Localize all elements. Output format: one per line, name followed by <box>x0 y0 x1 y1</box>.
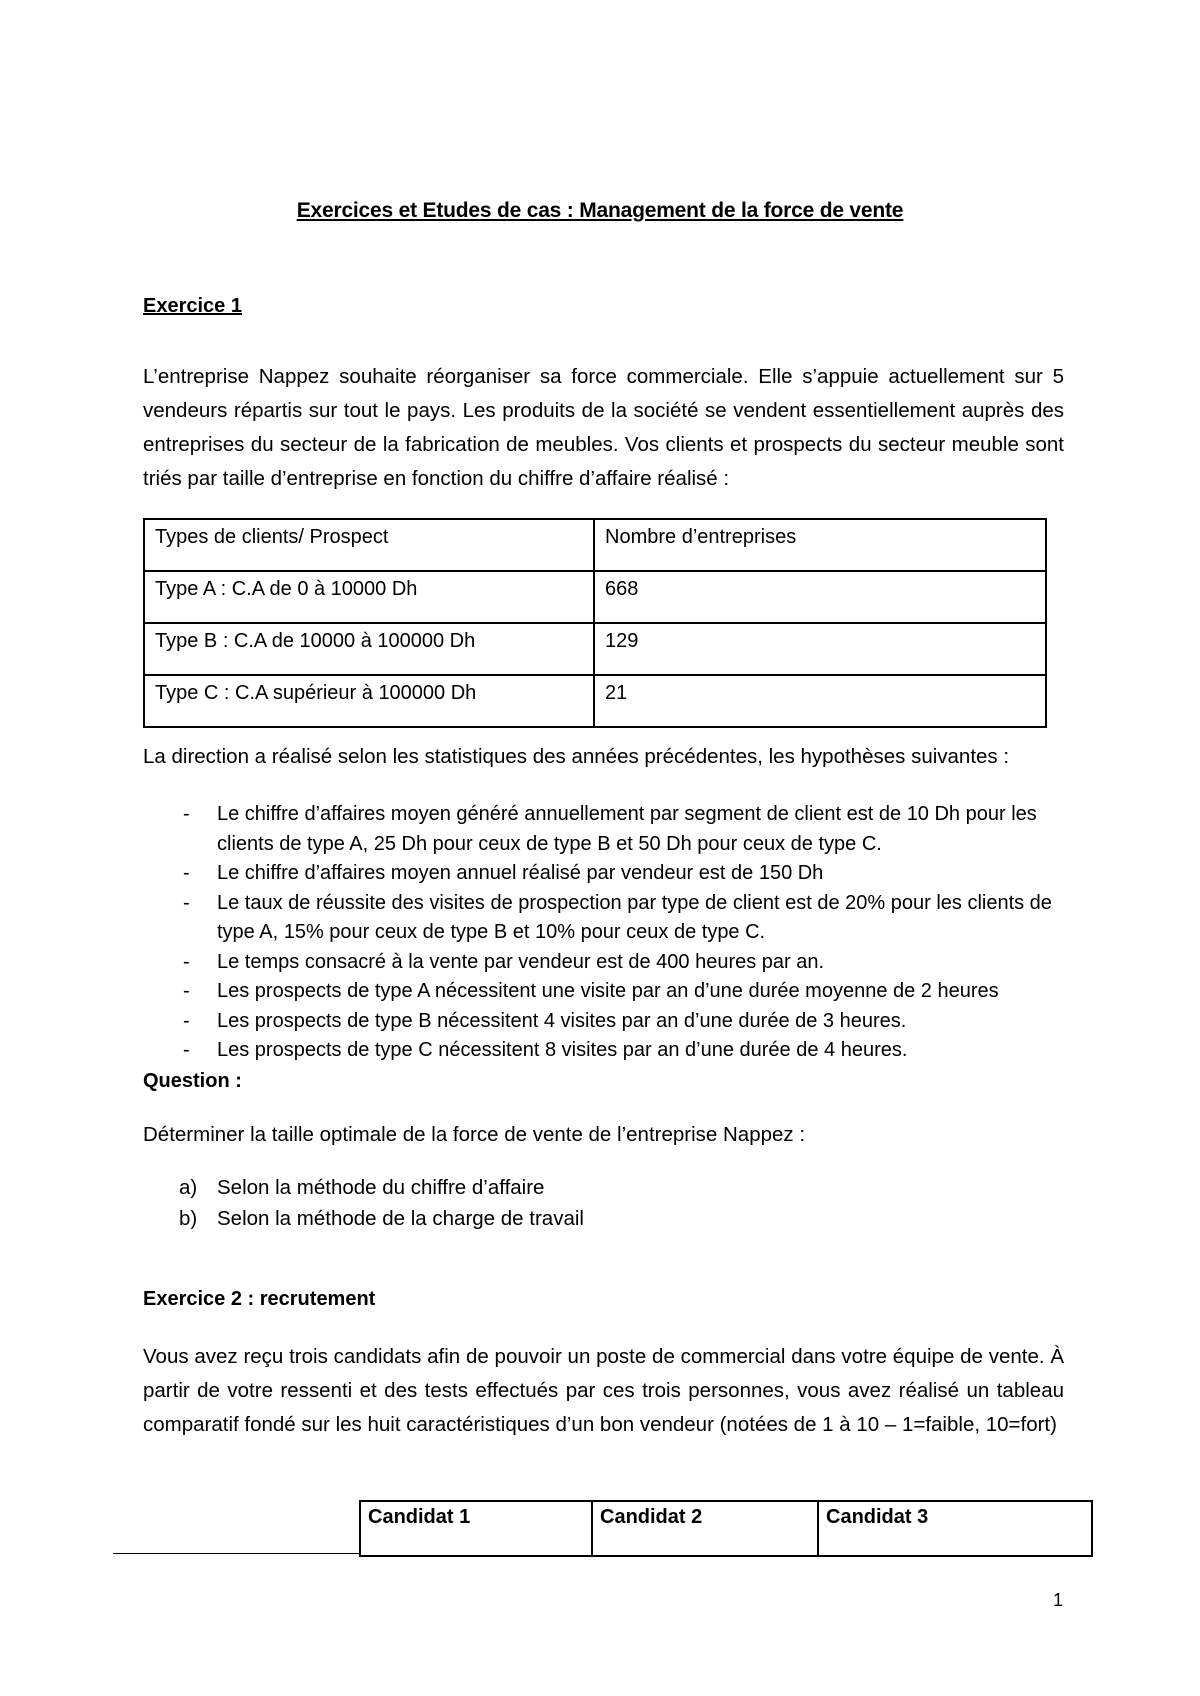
exercise-1-intro: L’entreprise Nappez souhaite réorganiser sa force commerciale. Elle s’appuie actuellement sur 5 vendeurs répartis sur tout le pays. Les produits de la société se vendent essentiellement auprès des entreprises du secteur de la fabrication de meubles. Vos clients et prospects du secteur meuble sont triés par taille d’entreprise en fonction du chiffre d’affaire réalisé : <box>143 365 1064 490</box>
table-row <box>144 623 1046 675</box>
bullet-dash: - <box>183 980 190 1002</box>
bullet-dash: - <box>183 862 190 884</box>
table-header-row <box>144 519 1046 571</box>
table-header-cell: Nombre d’entreprises <box>594 519 1046 571</box>
list-item-text: Le taux de réussite des visites de prospection par type de client est de 20% pour les clients de type A, 15% pour ceux de type B et 10% pour ceux de type C. <box>217 891 1052 943</box>
list-item <box>143 1203 584 1234</box>
list-item <box>143 1036 1068 1066</box>
table-row <box>144 571 1046 623</box>
table-cell: Type B : C.A de 10000 à 100000 Dh <box>144 623 594 675</box>
list-item <box>143 1172 584 1203</box>
list-item <box>143 977 1068 1007</box>
table-left-rule <box>113 1553 360 1554</box>
bullet-dash: - <box>183 1009 190 1032</box>
list-item-text: Le chiffre d’affaires moyen annuel réalisé par vendeur est de 150 Dh <box>217 862 824 884</box>
list-item <box>143 948 1068 978</box>
bullet-dash: - <box>183 891 190 914</box>
table-header-cell: Types de clients/ Prospect <box>144 519 594 571</box>
document-title: Exercices et Etudes de cas : Management de la force de vente <box>296 199 904 222</box>
table-header-cell: Candidat 2 <box>592 1501 818 1556</box>
table-cell: 668 <box>594 571 1046 623</box>
option-mark: b) <box>179 1207 198 1230</box>
bullet-dash: - <box>183 950 190 973</box>
list-item <box>143 859 1068 889</box>
table-cell: Type A : C.A de 0 à 10000 Dh <box>144 571 594 623</box>
list-item-text: Les prospects de type C nécessitent 8 visites par an d’une durée de 4 heures. <box>217 1039 908 1061</box>
exercise-2-heading: Exercice 2 : recrutement <box>143 1288 376 1310</box>
bullet-dash: - <box>183 803 190 825</box>
hypotheses-intro: La direction a réalisé selon les statistiques des années précédentes, les hypothèses suivantes : <box>143 745 1010 768</box>
table-header-row <box>360 1501 1092 1556</box>
table-cell: 129 <box>594 623 1046 675</box>
question-text: Déterminer la taille optimale de la force de vente de l’entreprise Nappez : <box>143 1123 806 1146</box>
list-item-text: Les prospects de type A nécessitent une visite par an d’une durée moyenne de 2 heures <box>217 980 999 1002</box>
candidates-table <box>359 1500 1093 1557</box>
question-label: Question : <box>143 1070 242 1092</box>
table-row <box>144 675 1046 727</box>
table-cell: 21 <box>594 675 1046 727</box>
exercise-1-heading: Exercice 1 <box>143 295 242 317</box>
list-item <box>143 1007 1068 1037</box>
list-item-text: Les prospects de type B nécessitent 4 visites par an d’une durée de 3 heures. <box>217 1009 907 1032</box>
question-options <box>143 1172 584 1234</box>
list-item <box>143 800 1068 859</box>
exercise-2-intro: Vous avez reçu trois candidats afin de pouvoir un poste de commercial dans votre équipe de vente. À partir de votre ressenti et des tests effectués par ces trois personnes, vous avez réalisé un tableau comparatif fondé sur les huit caractéristiques d’un bon vendeur (notées de 1 à 10 – 1=faible, 10=fort) <box>143 1345 1064 1436</box>
list-item <box>143 889 1068 948</box>
list-item-text: Le chiffre d’affaires moyen généré annuellement par segment de client est de 10 Dh pour les clients de type A, 25 Dh pour ceux de type B et 50 Dh pour ceux de type C. <box>217 803 1037 855</box>
hypotheses-list <box>143 800 1068 1066</box>
option-text: Selon la méthode de la charge de travail <box>217 1207 584 1230</box>
option-mark: a) <box>179 1176 198 1199</box>
table-header-cell: Candidat 1 <box>360 1501 592 1556</box>
list-item-text: Le temps consacré à la vente par vendeur est de 400 heures par an. <box>217 950 825 973</box>
bullet-dash: - <box>183 1039 190 1061</box>
option-text: Selon la méthode du chiffre d’affaire <box>217 1176 545 1199</box>
page-number: 1 <box>1053 1590 1064 1610</box>
table-header-cell: Candidat 3 <box>818 1501 1092 1556</box>
table-cell: Type C : C.A supérieur à 100000 Dh <box>144 675 594 727</box>
client-types-table <box>143 518 1047 728</box>
